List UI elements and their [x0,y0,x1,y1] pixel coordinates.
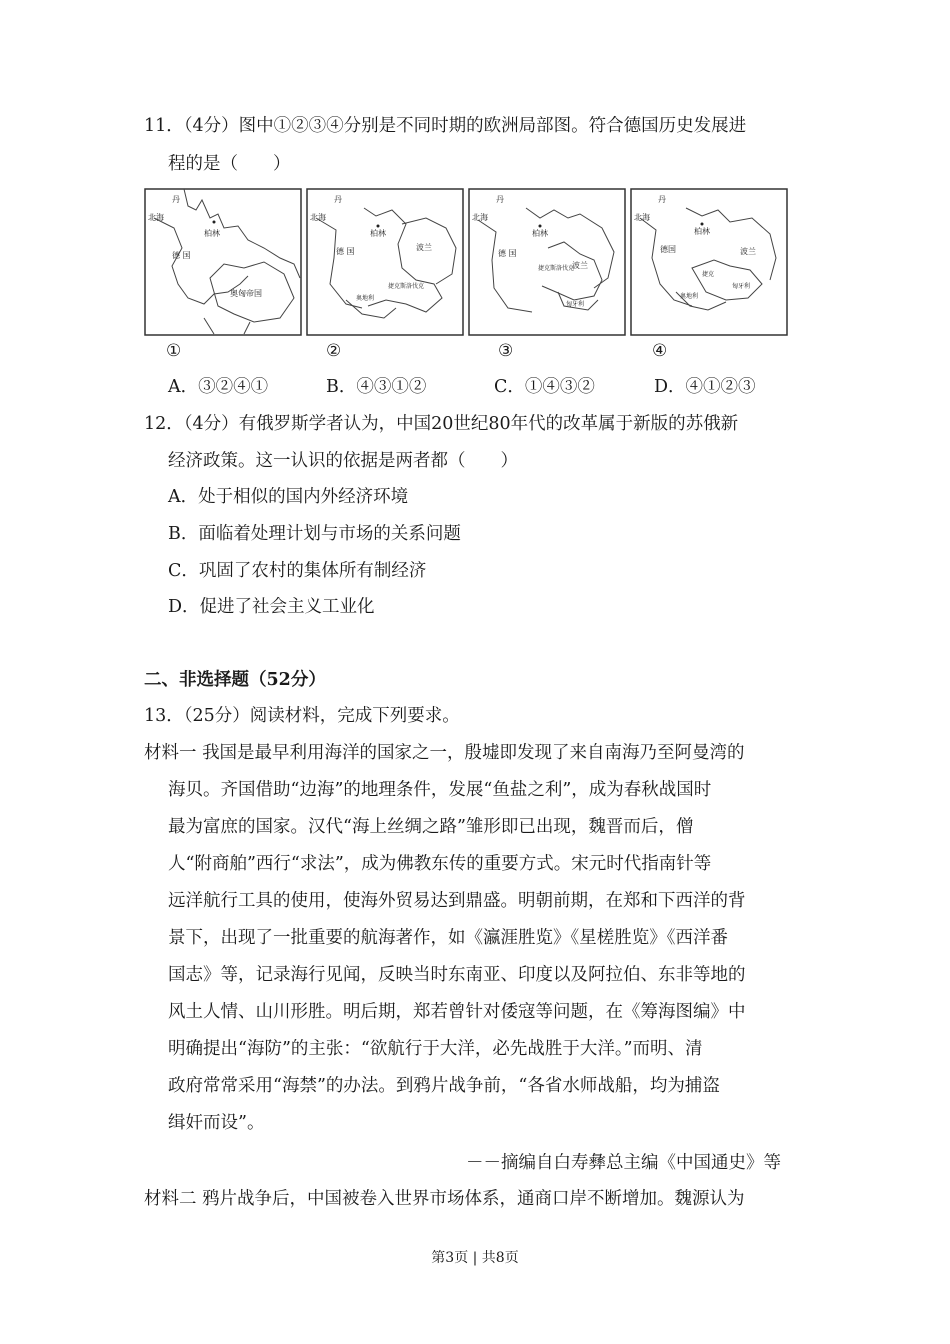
q12-option-b[interactable]: B．面临着处理计划与市场的关系问题 [168,524,461,544]
map1-austria-hungary: 奥匈帝国 [230,289,262,298]
map3-denmark: 丹 [496,195,504,204]
q12-line2: 经济政策。这一认识的依据是两者都（ ） [168,451,518,471]
map1-denmark: 丹 [172,195,180,204]
map-4 [630,188,786,336]
q11-maps [144,188,796,361]
map-2-label: ② [326,341,342,361]
q11-line1: 11．（4分）图中①②③④分别是不同时期的欧洲局部图。符合德国历史发展进 [144,116,747,136]
q13-material1-line: 材料一 我国是最早利用海洋的国家之一，殷墟即发现了来自南海乃至阿曼湾的 [144,743,745,763]
map4-north-sea: 北海 [634,213,650,222]
q11-option-c[interactable]: C．①④③② [494,377,595,397]
q11-option-b[interactable]: B．④③①② [326,377,427,397]
q13-material1-line: 最为富庶的国家。汉代“海上丝绸之路”雏形即已出现，魏晋而后，僧 [168,817,694,837]
q13-material1-line: 风土人情、山川形胜。明后期，郑若曾针对倭寇等问题，在《筹海图编》中 [168,1002,746,1022]
q13-material1-line: 缉奸而设”。 [168,1113,265,1133]
map4-czech: 捷克 [702,271,715,278]
q12-line1: 12．（4分）有俄罗斯学者认为，中国20世纪80年代的改革属于新版的苏俄新 [144,414,739,434]
q13-material1-line: 远洋航行工具的使用，使海外贸易达到鼎盛。明朝前期，在郑和下西洋的背 [168,891,746,911]
page-footer: 第3页 | 共8页 [431,1250,519,1266]
map4-poland: 波兰 [740,247,756,256]
q13-material1-line: 明确提出“海防”的主张：“欲航行于大洋，必先战胜于大洋。”而明、清 [168,1039,703,1059]
map-2 [306,188,462,336]
map4-denmark: 丹 [658,195,666,204]
map1-germany: 德 国 [172,251,191,260]
q12-option-c[interactable]: C．巩固了农村的集体所有制经济 [168,561,427,581]
map4-hungary: 匈牙利 [732,283,751,290]
q13-line1: 13．（25分）阅读材料，完成下列要求。 [144,706,460,726]
map3-middle: 捷克斯洛伐克 [538,265,575,272]
map-1 [144,188,300,336]
map2-czech: 捷克斯洛伐克 [388,283,425,290]
map3-north-sea: 北海 [472,213,488,222]
map3-germany: 德 国 [498,249,517,258]
map3-hungary: 匈牙利 [566,301,585,308]
q13-material2-line: 材料二 鸦片战争后，中国被卷入世界市场体系，通商口岸不断增加。魏源认为 [144,1189,745,1209]
q13-material1-line: 海贝。齐国借助“边海”的地理条件，发展“鱼盐之利”，成为春秋战国时 [168,780,712,800]
q11-option-d[interactable]: D．④①②③ [654,377,756,397]
map2-germany: 德 国 [336,247,355,256]
map4-germany: 德国 [660,245,676,254]
q11-line2: 程的是（ ） [168,154,291,174]
map3-poland: 波兰 [572,261,588,270]
map1-north-sea: 北海 [148,213,164,222]
q13-material1-line: 人“附商舶”西行“求法”，成为佛教东传的重要方式。宋元时代指南针等 [168,854,712,874]
q12-option-a[interactable]: A．处于相似的国内外经济环境 [168,487,409,507]
q13-material1-line: 景下，出现了一批重要的航海著作，如《瀛涯胜览》《星槎胜览》《西洋番 [168,928,728,948]
map2-berlin: 柏林 [370,229,386,238]
q11-option-a[interactable]: A．③②④① [168,377,269,397]
map2-poland: 波兰 [416,243,432,252]
q12-option-d[interactable]: D．促进了社会主义工业化 [168,597,375,617]
q13-source: －－摘编自白寿彝总主编《中国通史》等 [466,1153,781,1173]
q13-material1-line: 政府常常采用“海禁”的办法。到鸦片战争前，“各省水师战船，均为捕盗 [168,1076,720,1096]
map4-berlin: 柏林 [694,227,710,236]
map2-denmark: 丹 [334,195,342,204]
map-3-label: ③ [498,341,514,361]
map-3 [468,188,624,336]
section-2-title: 二、非选择题（52分） [144,670,326,690]
map1-berlin: 柏林 [204,229,220,238]
map4-austria: 奥地利 [680,293,699,300]
map-1-label: ① [166,341,182,361]
map3-berlin: 柏林 [532,229,548,238]
map-4-label: ④ [652,341,668,361]
map2-austria: 奥地利 [356,295,375,302]
q13-material1-line: 国志》等，记录海行见闻，反映当时东南亚、印度以及阿拉伯、东非等地的 [168,965,746,985]
map2-north-sea: 北海 [310,213,326,222]
